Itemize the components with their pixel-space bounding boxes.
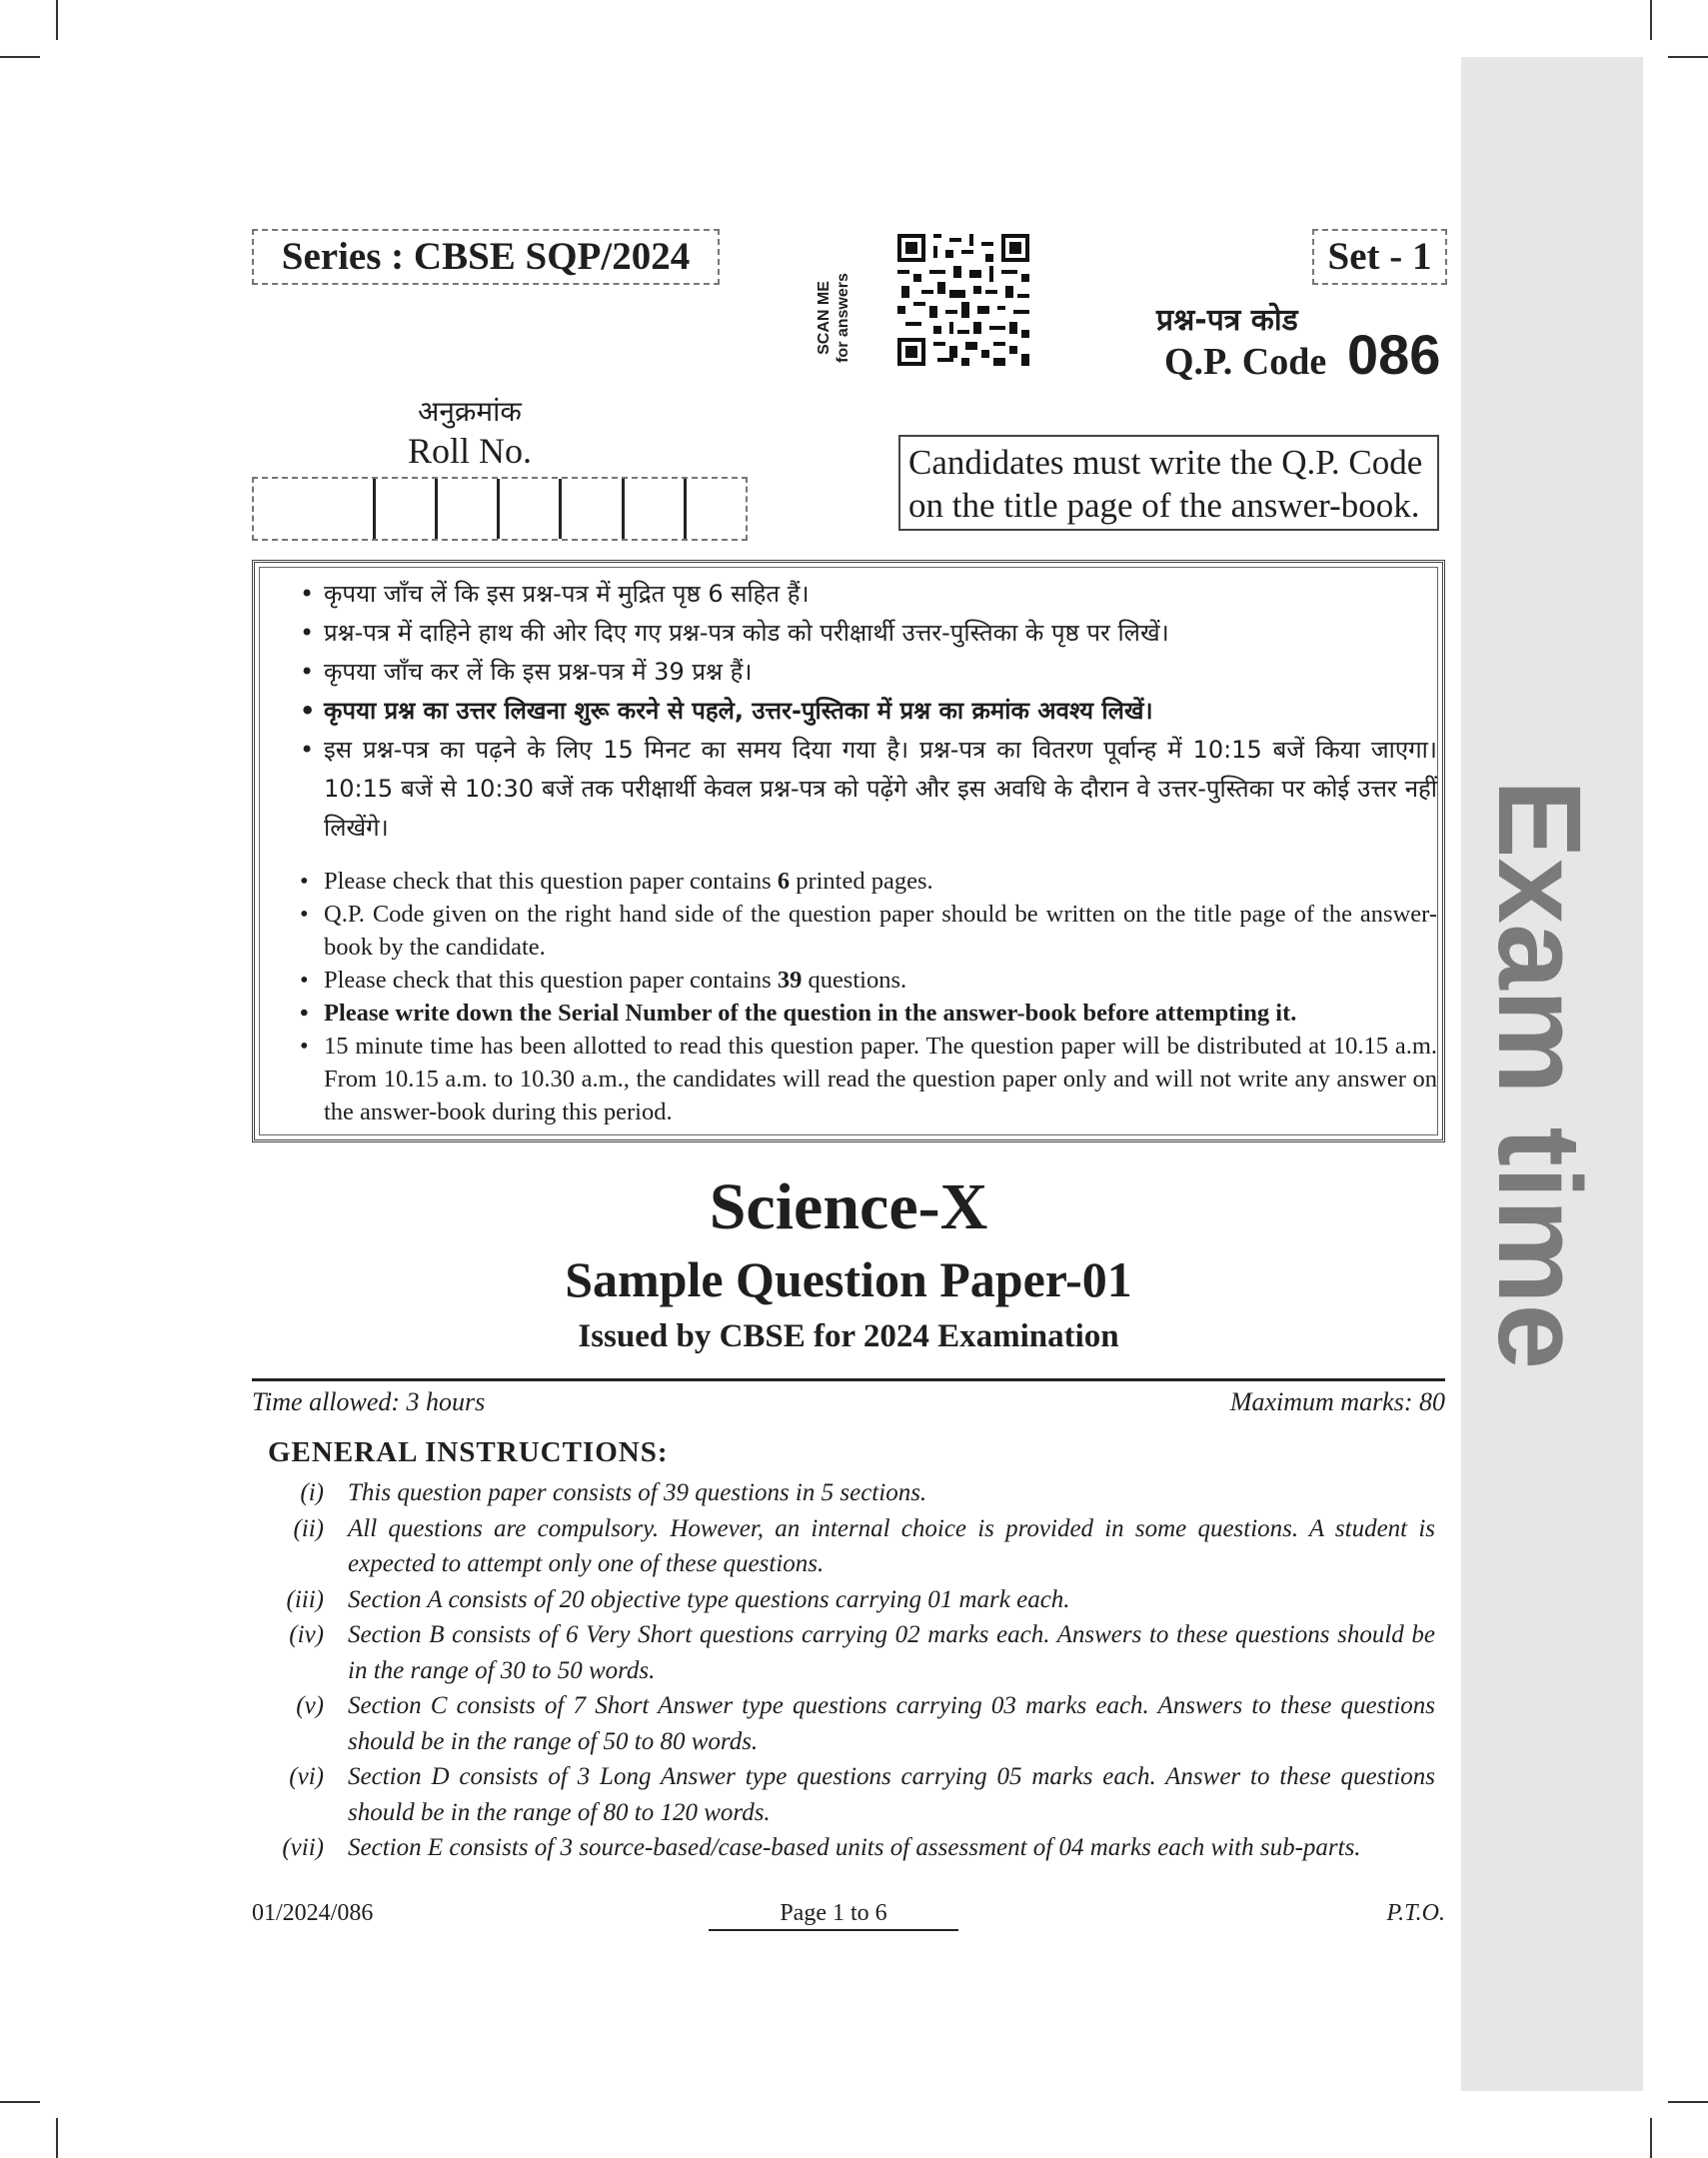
roll-no-cell[interactable] [313, 479, 375, 539]
roll-no-cell[interactable] [500, 479, 562, 539]
roll-no-cell[interactable] [562, 479, 624, 539]
item-text: Section B consists of 6 Very Short questions carrying 02 marks each. Answers to these questions should be in the range of 30 to 50 words. [348, 1621, 1435, 1684]
list-item [268, 1688, 1435, 1759]
hindi-instructions [294, 575, 1437, 848]
instruction-text: Please check that this question paper contains [324, 967, 778, 994]
page-count: 6 [777, 868, 791, 895]
item-number: (i) [300, 1479, 324, 1506]
question-count: 39 [777, 967, 803, 994]
item-number: (vi) [289, 1763, 324, 1790]
item-text: This question paper consists of 39 questions in 5 sections. [348, 1479, 927, 1506]
list-item: • Q.P. Code given on the right hand side of the question paper should be written on the title page of the answer-book by the candidate. [300, 901, 1437, 961]
list-item [268, 1617, 1435, 1688]
item-text: Section D consists of 3 Long Answer type questions carrying 05 marks each. Answer to these questions should be in the range of 80 to 120 words. [348, 1763, 1435, 1826]
list-item: • इस प्रश्न-पत्र का पढ़ने के लिए 15 मिनट का समय दिया गया है। प्रश्न-पत्र का वितरण पूर्वान्ह में 10:15 बजें किया जाएगा। 10:15 बजें से 10:30 बजें तक परीक्षार्थी केवल प्रश्न-पत्र को पढ़ेंगे और इस अवधि के दौरान वे उत्तर-पुस्तिका पर कोई उत्तर नहीं लिखेंगे। [300, 736, 1437, 842]
time-allowed: Time allowed: 3 hours [252, 1387, 486, 1416]
scan-me-label [815, 263, 853, 373]
crop-mark [0, 2101, 40, 2103]
roll-no-label: Roll No. [408, 431, 533, 471]
crop-mark [56, 0, 58, 40]
list-item: • कृपया जाँच लें कि इस प्रश्न-पत्र में मुद्रित पृष्ठ 6 सहित हैं। [300, 580, 810, 608]
item-number: (vii) [282, 1834, 324, 1861]
roll-no-cell[interactable] [625, 479, 687, 539]
page-number: Page 1 to 6 [709, 1900, 958, 1931]
crop-mark [56, 2118, 58, 2158]
item-number: (v) [296, 1692, 324, 1719]
crop-mark [1650, 0, 1652, 40]
item-text: Section E consists of 3 source-based/case-based units of assessment of 04 marks each with sub-parts. [348, 1834, 1361, 1861]
instruction-text: Q.P. Code given on the right hand side of the question paper should be written on the title page of the answer-book by the candidate. [324, 901, 1437, 961]
list-item: • 15 minute time has been allotted to read this question paper. The question paper will be distributed at 10.15 a.m. From 10.15 a.m. to 10.30 a.m., the candidates will read the question paper only and will not write any answer on the answer-book during this period. [300, 1033, 1437, 1125]
roll-no-cell[interactable] [438, 479, 500, 539]
pto-label: P.T.O. [1386, 1900, 1445, 1926]
roll-no-cell[interactable] [376, 479, 438, 539]
list-item: • कृपया जाँच कर लें कि इस प्रश्न-पत्र में 39 प्रश्न हैं। [300, 658, 753, 686]
roll-no-field[interactable] [252, 477, 748, 541]
list-item [268, 1759, 1435, 1830]
instruction-text: कृपया जाँच लें कि इस प्रश्न-पत्र में मुद्रित पृष्ठ 6 सहित हैं। [324, 580, 810, 608]
instruction-text: प्रश्न-पत्र में दाहिने हाथ की ओर दिए गए प्रश्न-पत्र कोड को परीक्षार्थी उत्तर-पुस्तिका के पृष्ठ पर लिखें। [324, 619, 1169, 647]
candidate-note: Candidates must write the Q.P. Code on the title page of the answer-book. [898, 435, 1439, 531]
issued-by: Issued by CBSE for 2024 Examination [578, 1318, 1119, 1354]
roll-no-cell[interactable] [687, 479, 746, 539]
list-item: • Please check that this question paper contains 39 questions. [300, 967, 907, 994]
qr-code-icon[interactable] [897, 234, 1029, 366]
page-title: Science-X [709, 1170, 988, 1243]
item-text: Section A consists of 20 objective type questions carrying 01 mark each. [348, 1585, 1070, 1613]
crop-mark [0, 56, 40, 58]
item-text: All questions are compulsory. However, an internal choice is provided in some questions. A student is expected to attempt only one of these questions. [348, 1514, 1435, 1577]
instruction-text: Please check that this question paper contains [324, 868, 778, 895]
instruction-text: Please write down the Serial Number of the question in the answer-book before attempting it. [324, 1000, 1297, 1027]
general-instructions-list [268, 1475, 1435, 1866]
list-item [268, 1830, 1435, 1866]
paper-code-footer: 01/2024/086 [252, 1900, 374, 1926]
qp-code-label: Q.P. Code [1164, 341, 1327, 383]
crop-mark [1650, 2118, 1652, 2158]
crop-mark [1668, 56, 1708, 58]
list-item: • कृपया प्रश्न का उत्तर लिखना शुरू करने से पहले, उत्तर-पुस्तिका में प्रश्न का क्रमांक अवश्य लिखें। [300, 697, 1153, 725]
side-banner-label: Exam time [1473, 779, 1605, 1370]
instruction-text: कृपया जाँच कर लें कि इस प्रश्न-पत्र में 39 प्रश्न हैं। [324, 658, 753, 686]
qp-code-value: 086 [1347, 323, 1441, 386]
series-label: Series : CBSE SQP/2024 [252, 229, 720, 285]
scan-line-2: for answers [835, 273, 852, 363]
instruction-text: questions. [802, 967, 907, 994]
list-item: • प्रश्न-पत्र में दाहिने हाथ की ओर दिए गए प्रश्न-पत्र कोड को परीक्षार्थी उत्तर-पुस्तिका के पृष्ठ पर लिखें। [300, 619, 1169, 647]
roll-no-cell[interactable] [254, 479, 313, 539]
instruction-text: इस प्रश्न-पत्र का पढ़ने के लिए 15 मिनट का समय दिया गया है। प्रश्न-पत्र का वितरण पूर्वान्ह में 10:15 बजें किया जाएगा। 10:15 बजें से 10:30 बजें तक परीक्षार्थी केवल प्रश्न-पत्र को पढ़ेंगे और इस अवधि के दौरान वे उत्तर-पुस्तिका पर कोई उत्तर नहीं लिखेंगे। [324, 736, 1437, 842]
list-item [268, 1475, 1435, 1511]
scan-line-1: SCAN ME [816, 281, 833, 355]
item-number: (iv) [289, 1621, 324, 1648]
instruction-text: कृपया प्रश्न का उत्तर लिखना शुरू करने से पहले, उत्तर-पुस्तिका में प्रश्न का क्रमांक अवश्य लिखें। [324, 697, 1153, 725]
divider [252, 1378, 1445, 1381]
crop-mark [1668, 2101, 1708, 2103]
item-number: (ii) [293, 1514, 324, 1542]
item-number: (iii) [286, 1585, 324, 1613]
list-item [268, 1511, 1435, 1582]
roll-no-hindi-label: अनुक्रमांक [418, 395, 522, 428]
instruction-text: printed pages. [790, 868, 933, 895]
item-text: Section C consists of 7 Short Answer type questions carrying 03 marks each. Answers to these questions should be in the range of 50 to 80 words. [348, 1692, 1435, 1755]
list-item [268, 1582, 1435, 1618]
list-item: • Please check that this question paper contains 6 printed pages. [300, 868, 933, 895]
english-instructions [294, 865, 1437, 1128]
qp-code-hindi-label: प्रश्न-पत्र कोड [1156, 303, 1298, 338]
maximum-marks: Maximum marks: 80 [1229, 1387, 1445, 1416]
instruction-text: 15 minute time has been allotted to read this question paper. The question paper will be distributed at 10.15 a.m. From 10.15 a.m. to 10.30 a.m., the candidates will read the question paper only and will not write any answer on the answer-book during this period. [324, 1033, 1437, 1125]
set-label: Set - 1 [1312, 229, 1447, 285]
list-item: • Please write down the Serial Number of the question in the answer-book before attempting it. [300, 1000, 1297, 1027]
general-instructions-heading: GENERAL INSTRUCTIONS: [268, 1436, 669, 1468]
paper-subtitle: Sample Question Paper-01 [565, 1251, 1132, 1307]
